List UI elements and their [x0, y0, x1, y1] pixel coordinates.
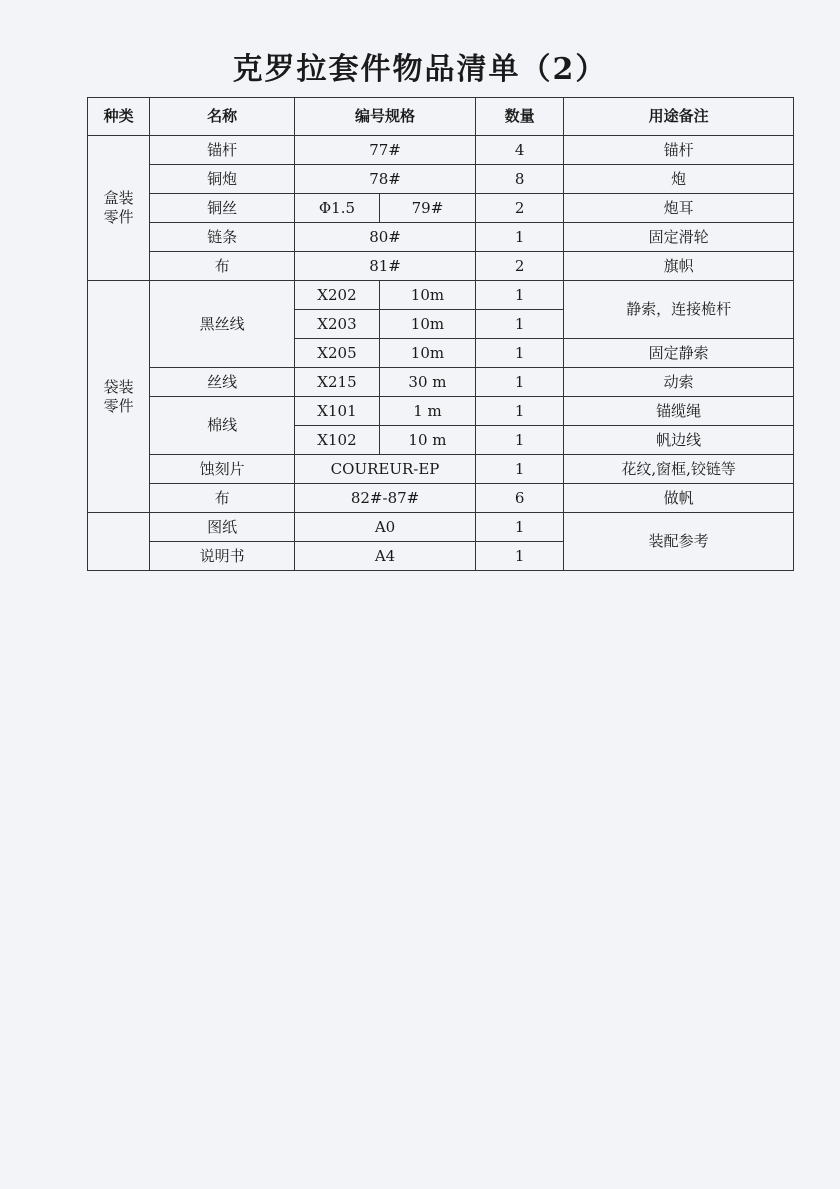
item-usage: 固定静索 [564, 339, 794, 368]
item-name: 锚杆 [150, 136, 295, 165]
table-row [88, 165, 794, 194]
item-code: X102 [295, 426, 380, 455]
item-qty: 8 [476, 165, 564, 194]
table-row [88, 194, 794, 223]
item-name: 黑丝线 [150, 281, 295, 368]
item-usage: 动索 [564, 368, 794, 397]
item-qty: 1 [476, 339, 564, 368]
item-qty: 1 [476, 542, 564, 571]
table-row [88, 368, 794, 397]
header-spec: 编号规格 [295, 98, 476, 136]
item-name: 说明书 [150, 542, 295, 571]
item-name: 蚀刻片 [150, 455, 295, 484]
header-row [88, 98, 794, 136]
item-name: 丝线 [150, 368, 295, 397]
group-boxed: 盒装 零件 [88, 136, 150, 281]
header-qty: 数量 [476, 98, 564, 136]
item-qty: 6 [476, 484, 564, 513]
table-row [88, 223, 794, 252]
header-category: 种类 [88, 98, 150, 136]
item-usage: 锚缆绳 [564, 397, 794, 426]
group-bagged: 袋装 零件 [88, 281, 150, 513]
item-name: 铜炮 [150, 165, 295, 194]
item-qty: 1 [476, 455, 564, 484]
item-usage: 旗帜 [564, 252, 794, 281]
item-qty: 1 [476, 281, 564, 310]
item-name: 布 [150, 252, 295, 281]
item-name: 图纸 [150, 513, 295, 542]
item-qty: 1 [476, 223, 564, 252]
item-length: 10 m [379, 426, 475, 455]
item-name: 布 [150, 484, 295, 513]
item-qty: 1 [476, 397, 564, 426]
table-row [88, 136, 794, 165]
item-qty: 2 [476, 252, 564, 281]
table-row [88, 252, 794, 281]
item-qty: 4 [476, 136, 564, 165]
item-spec: 77# [295, 136, 476, 165]
inventory-table [87, 97, 794, 571]
item-code: X101 [295, 397, 380, 426]
item-code: X215 [295, 368, 380, 397]
group-others [88, 513, 150, 571]
item-usage: 固定滑轮 [564, 223, 794, 252]
header-name: 名称 [150, 98, 295, 136]
item-usage: 装配参考 [564, 513, 794, 571]
item-spec: COUREUR-EP [295, 455, 476, 484]
item-usage: 做帆 [564, 484, 794, 513]
item-spec: A0 [295, 513, 476, 542]
header-usage: 用途备注 [564, 98, 794, 136]
item-spec: 80# [295, 223, 476, 252]
item-qty: 2 [476, 194, 564, 223]
item-length: 10m [379, 310, 475, 339]
item-usage: 花纹,窗框,铰链等 [564, 455, 794, 484]
item-qty: 1 [476, 368, 564, 397]
table-row [88, 397, 794, 426]
item-usage: 炮耳 [564, 194, 794, 223]
item-qty: 1 [476, 310, 564, 339]
item-code: X203 [295, 310, 380, 339]
table-row [88, 484, 794, 513]
table-row [88, 455, 794, 484]
item-name: 链条 [150, 223, 295, 252]
table-row [88, 513, 794, 542]
item-name: 棉线 [150, 397, 295, 455]
item-qty: 1 [476, 513, 564, 542]
item-spec: 82#-87# [295, 484, 476, 513]
document-title: 克罗拉套件物品清单（2） [232, 52, 608, 87]
item-spec-code: 79# [379, 194, 475, 223]
item-name: 铜丝 [150, 194, 295, 223]
item-usage: 炮 [564, 165, 794, 194]
item-length: 30 m [379, 368, 475, 397]
item-spec: A4 [295, 542, 476, 571]
item-length: 1 m [379, 397, 475, 426]
item-code: X202 [295, 281, 380, 310]
item-length: 10m [379, 339, 475, 368]
item-usage: 静索，连接桅杆 [564, 281, 794, 339]
item-length: 10m [379, 281, 475, 310]
item-spec: 81# [295, 252, 476, 281]
item-qty: 1 [476, 426, 564, 455]
item-spec: 78# [295, 165, 476, 194]
table-row [88, 281, 794, 310]
item-usage: 锚杆 [564, 136, 794, 165]
item-code: X205 [295, 339, 380, 368]
item-spec-diameter: Φ1.5 [295, 194, 380, 223]
item-usage: 帆边线 [564, 426, 794, 455]
